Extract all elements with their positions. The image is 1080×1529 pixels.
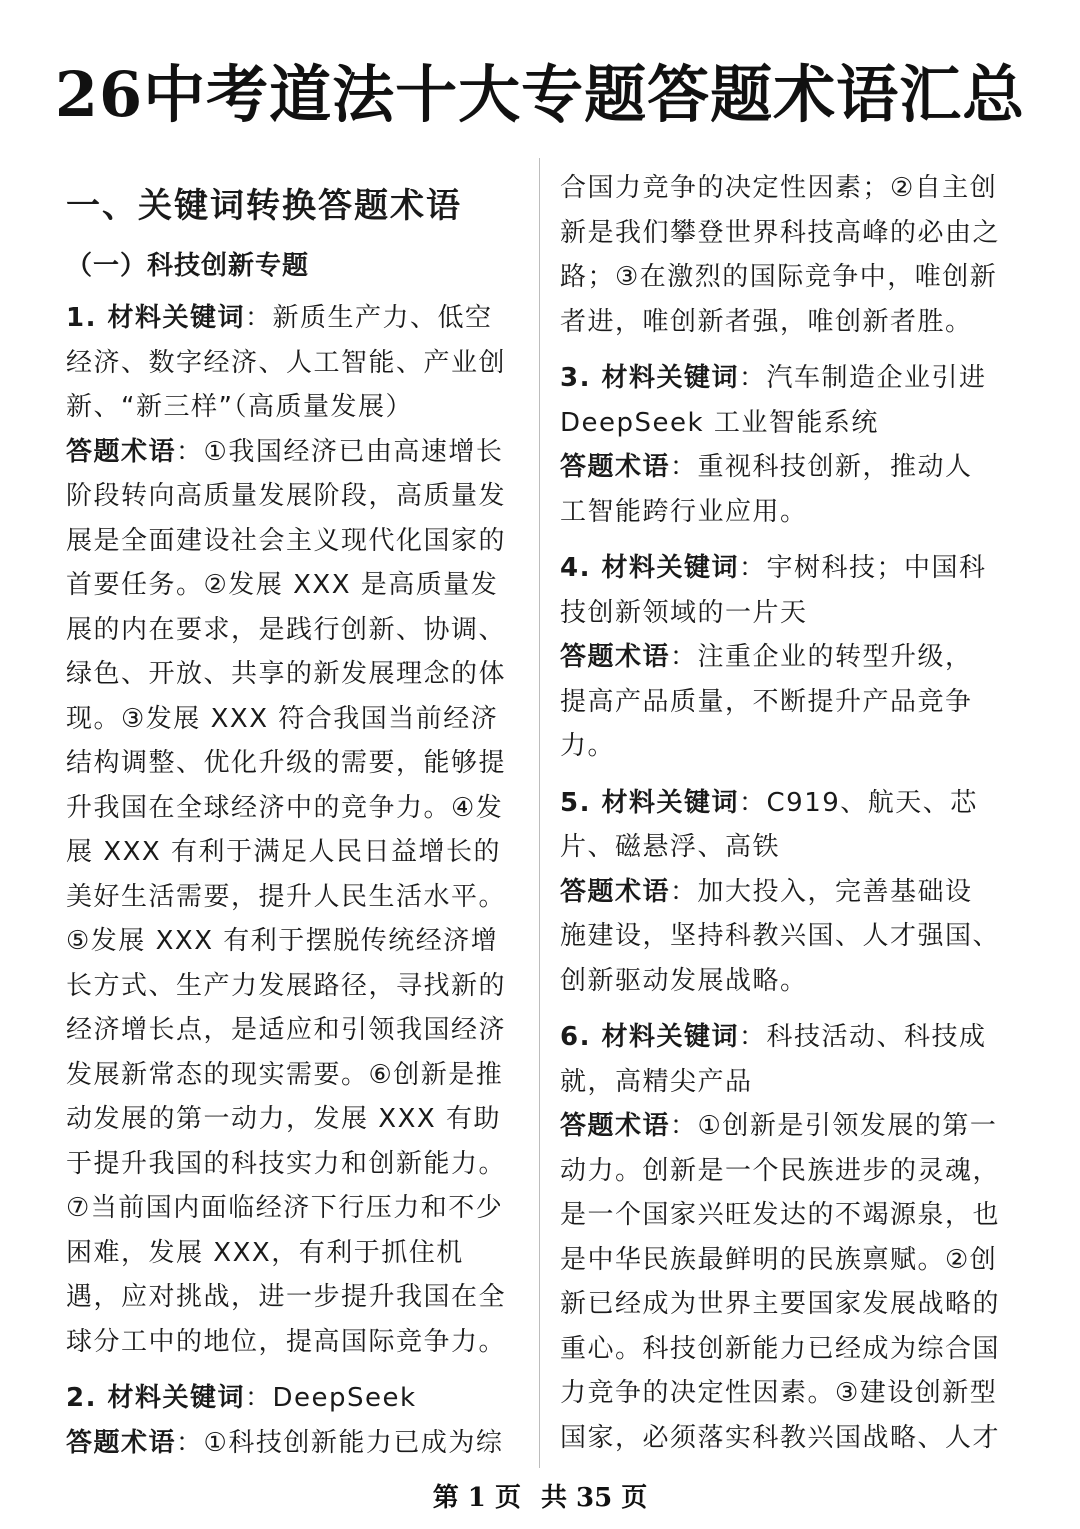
item-5 <box>560 781 1000 1004</box>
item-3 <box>560 356 1000 534</box>
item-5-keywords <box>560 781 1000 870</box>
item-3-answer <box>560 445 1000 534</box>
item-1 <box>66 296 518 1364</box>
item-6-answer <box>560 1104 1000 1459</box>
keyword-text: ：宇树科技；中国科技创新领域的一片天 <box>560 553 987 628</box>
item-1-keywords <box>66 296 518 430</box>
answer-text: ：①我国经济已由高速增长阶段转向高质量发展阶段，高质量发展是全面建设社会主义现代化国家的首要任务。②发展 XXX 是高质量发展的内在要求，是践行创新、协调、绿色、开放、共享的新发展理念的体现。③发展 XXX 符合我国当前经济结构调整、优化升级的需要，能够提升我国在全球经济中的竞争力。④发展 XXX 有利于满足人民日益增长的美好生活需要，提升人民生活水平。⑤发展 XXX 有利于摆脱传统经济增长方式、生产力发展路径，寻找新的经济增长点，是适应和引领我国经济发展新常态的现实需要。⑥创新是推动发展的第一动力，发展 XXX 有助于提升我国的科技实力和创新能力。⑦当前国内面临经济下行压力和不少困难，发展 XXX，有利于抓住机遇，应对挑战，进一步提升我国在全球分工中的地位，提高国际竞争力。 <box>66 436 507 1357</box>
section-heading: 一、关键词转换答题术语 <box>66 186 462 226</box>
answer-text: ：注重企业的转型升级，提高产品质量，不断提升产品竞争力。 <box>560 642 973 761</box>
answer-label: 答题术语 <box>560 642 671 672</box>
answer-text: ：重视科技创新，推动人工智能跨行业应用。 <box>560 452 973 527</box>
keyword-label: 1. 材料关键词 <box>66 303 246 333</box>
document-title: 26中考道法十大专题答题术语汇总 <box>54 58 1026 131</box>
item-1-answer <box>66 430 518 1365</box>
answer-label: 答题术语 <box>560 876 671 907</box>
answer-label: 答题术语 <box>66 1427 177 1458</box>
item-2 <box>66 1376 518 1459</box>
item-3-keywords <box>560 356 1000 445</box>
item-2-continuation: 合国力竞争的决定性因素；②自主创新是我们攀登世界科技高峰的必由之路；③在激烈的国际竞争中，唯创新者进，唯创新者强，唯创新者胜。 <box>560 173 1000 337</box>
page-footer <box>0 1478 1080 1518</box>
column-divider <box>539 158 540 1468</box>
keyword-label: 4. 材料关键词 <box>560 553 740 583</box>
item-2-answer <box>66 1421 518 1460</box>
item-2-keywords <box>66 1376 518 1421</box>
item-4-keywords <box>560 546 1000 635</box>
answer-label: 答题术语 <box>560 1111 671 1141</box>
answer-text: ：加大投入，完善基础设施建设，坚持科教兴国、人才强国、创新驱动发展战略。 <box>560 876 1000 996</box>
item-6 <box>560 1015 1000 1459</box>
item-4 <box>560 546 1000 769</box>
keyword-text: ：科技活动、科技成就，高精尖产品 <box>560 1022 987 1097</box>
answer-text: ：①科技创新能力已成为综 <box>176 1427 504 1458</box>
answer-label: 答题术语 <box>66 436 177 467</box>
page-total: 共 35 页 <box>540 1483 648 1513</box>
right-column <box>560 166 1000 1459</box>
item-5-answer <box>560 870 1000 1004</box>
keyword-label: 5. 材料关键词 <box>560 787 740 818</box>
keyword-text: ：汽车制造企业引进 DeepSeek 工业智能系统 <box>560 363 987 438</box>
answer-label: 答题术语 <box>560 452 671 482</box>
keyword-label: 6. 材料关键词 <box>560 1022 740 1052</box>
page-number: 第 1 页 <box>432 1483 521 1513</box>
item-4-answer <box>560 635 1000 769</box>
keyword-text: ：DeepSeek <box>245 1383 417 1413</box>
keyword-label: 3. 材料关键词 <box>560 363 740 393</box>
keyword-text: ：C919、航天、芯片、磁悬浮、高铁 <box>560 787 978 862</box>
left-column <box>66 160 518 1459</box>
answer-text: ：①创新是引领发展的第一动力。创新是一个民族进步的灵魂，是一个国家兴旺发达的不竭源泉，也是中华民族最鲜明的民族禀赋。②创新已经成为世界主要国家发展战略的重心。科技创新能力已经成为综合国力竞争的决定性因素。③建设创新型国家，必须落实科教兴国战略、人才 <box>560 1111 1000 1453</box>
keyword-label: 2. 材料关键词 <box>66 1383 246 1413</box>
keyword-text: ：新质生产力、低空经济、数字经济、人工智能、产业创新、“新三样”（高质量发展） <box>66 303 507 422</box>
item-6-keywords <box>560 1015 1000 1104</box>
subsection-heading: （一）科技创新专题 <box>66 251 310 281</box>
